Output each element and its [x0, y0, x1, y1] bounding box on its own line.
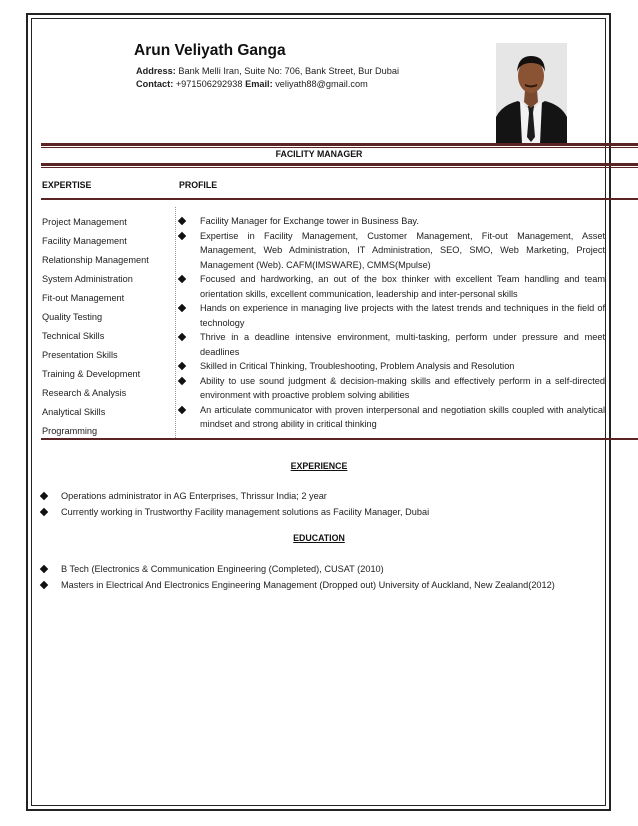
list-item: Project Management	[42, 217, 127, 227]
address-value: Bank Melli Iran, Suite No: 706, Bank Street, Bur Dubai	[175, 66, 399, 76]
list-item: Training & Development	[42, 369, 141, 379]
expertise-list	[42, 216, 149, 444]
expertise-heading: EXPERTISE	[42, 180, 92, 190]
list-item	[61, 578, 621, 593]
profile-text: Ability to use sound judgment & decision-making skills and effectively perform in a self-directed environment with proactive problem solving abilities	[200, 375, 605, 400]
header-rule-top	[41, 143, 638, 146]
list-item	[200, 229, 605, 273]
profile-text: Hands on experience in managing live projects with the latest trends and techniques in the field of technology	[200, 303, 605, 328]
list-item	[200, 301, 605, 330]
list-item	[200, 359, 605, 374]
list-item	[200, 330, 605, 359]
list-item	[200, 403, 605, 432]
education-heading: EDUCATION	[293, 533, 345, 543]
list-item: Relationship Management	[42, 255, 149, 265]
address-label: Address:	[136, 66, 176, 76]
list-item	[61, 505, 621, 520]
email-label: Email:	[245, 79, 273, 89]
list-item	[200, 374, 605, 403]
section-rule	[41, 198, 638, 200]
contact-label: Contact:	[136, 79, 174, 89]
list-item: Technical Skills	[42, 331, 105, 341]
header-rule-bottom	[41, 163, 638, 166]
list-item: Research & Analysis	[42, 388, 127, 398]
profile-text: Expertise in Facility Management, Customer Management, Fit-out Management, Asset Management, Web Administration, IT Administration, SEO, SMO, Web Marketing, Project Management (Web). CAFM(IMSWARE), CMMS(Mpulse)	[200, 230, 605, 270]
header-rule-top-thin	[41, 147, 638, 148]
list-item	[61, 562, 621, 577]
profile-photo	[496, 43, 567, 144]
contact-value: +971506292938	[173, 79, 246, 89]
profile-text: An articulate communicator with proven interpersonal and negotiation skills coupled with analytical mindset and strong ability in critical thinking	[200, 404, 605, 429]
list-item: Quality Testing	[42, 312, 103, 322]
list-item: Fit-out Management	[42, 293, 125, 303]
contact-line	[136, 79, 368, 89]
profile-text: Facility Manager for Exchange tower in Business Bay.	[200, 216, 419, 226]
education-text: Masters in Electrical And Electronics Engineering Management (Dropped out) University of Auckland, New Zealand(2012)	[61, 579, 555, 590]
experience-text: Operations administrator in AG Enterprises, Thrissur India; 2 year	[61, 491, 327, 501]
list-item: System Administration	[42, 274, 133, 284]
profile-text: Skilled in Critical Thinking, Troubleshooting, Problem Analysis and Resolution	[200, 361, 515, 371]
header-rule-bottom-thin	[41, 167, 638, 168]
email-value: veliyath88@gmail.com	[272, 79, 368, 89]
list-item	[61, 489, 621, 504]
candidate-name: Arun Veliyath Ganga	[134, 42, 286, 59]
list-item	[200, 214, 605, 229]
list-item: Facility Management	[42, 236, 127, 246]
list-item: Presentation Skills	[42, 350, 118, 360]
education-list	[61, 562, 621, 593]
address-line	[136, 66, 399, 76]
list-item: Programming	[42, 426, 98, 436]
profile-photo-icon	[496, 43, 567, 144]
profile-heading: PROFILE	[179, 180, 218, 190]
profile-text: Focused and hardworking, an out of the box thinker with excellent Team handling and team orientation skills, excellent communication, leadership and inter-personal skills	[200, 274, 605, 299]
experience-text: Currently working in Trustworthy Facility management solutions as Facility Manager, Dubai	[61, 506, 430, 517]
list-item	[200, 272, 605, 301]
experience-list	[61, 489, 621, 520]
experience-heading: EXPERIENCE	[290, 461, 348, 471]
profile-list	[200, 214, 605, 432]
column-divider	[175, 207, 176, 438]
role-title: FACILITY MANAGER	[275, 149, 363, 159]
profile-text: Thrive in a deadline intensive environment, multi-tasking, perform under pressure and meet deadlines	[200, 332, 605, 357]
list-item: Analytical Skills	[42, 407, 106, 417]
education-text: B Tech (Electronics & Communication Engineering (Completed), CUSAT (2010)	[61, 564, 384, 574]
section-rule-bottom	[41, 438, 638, 440]
